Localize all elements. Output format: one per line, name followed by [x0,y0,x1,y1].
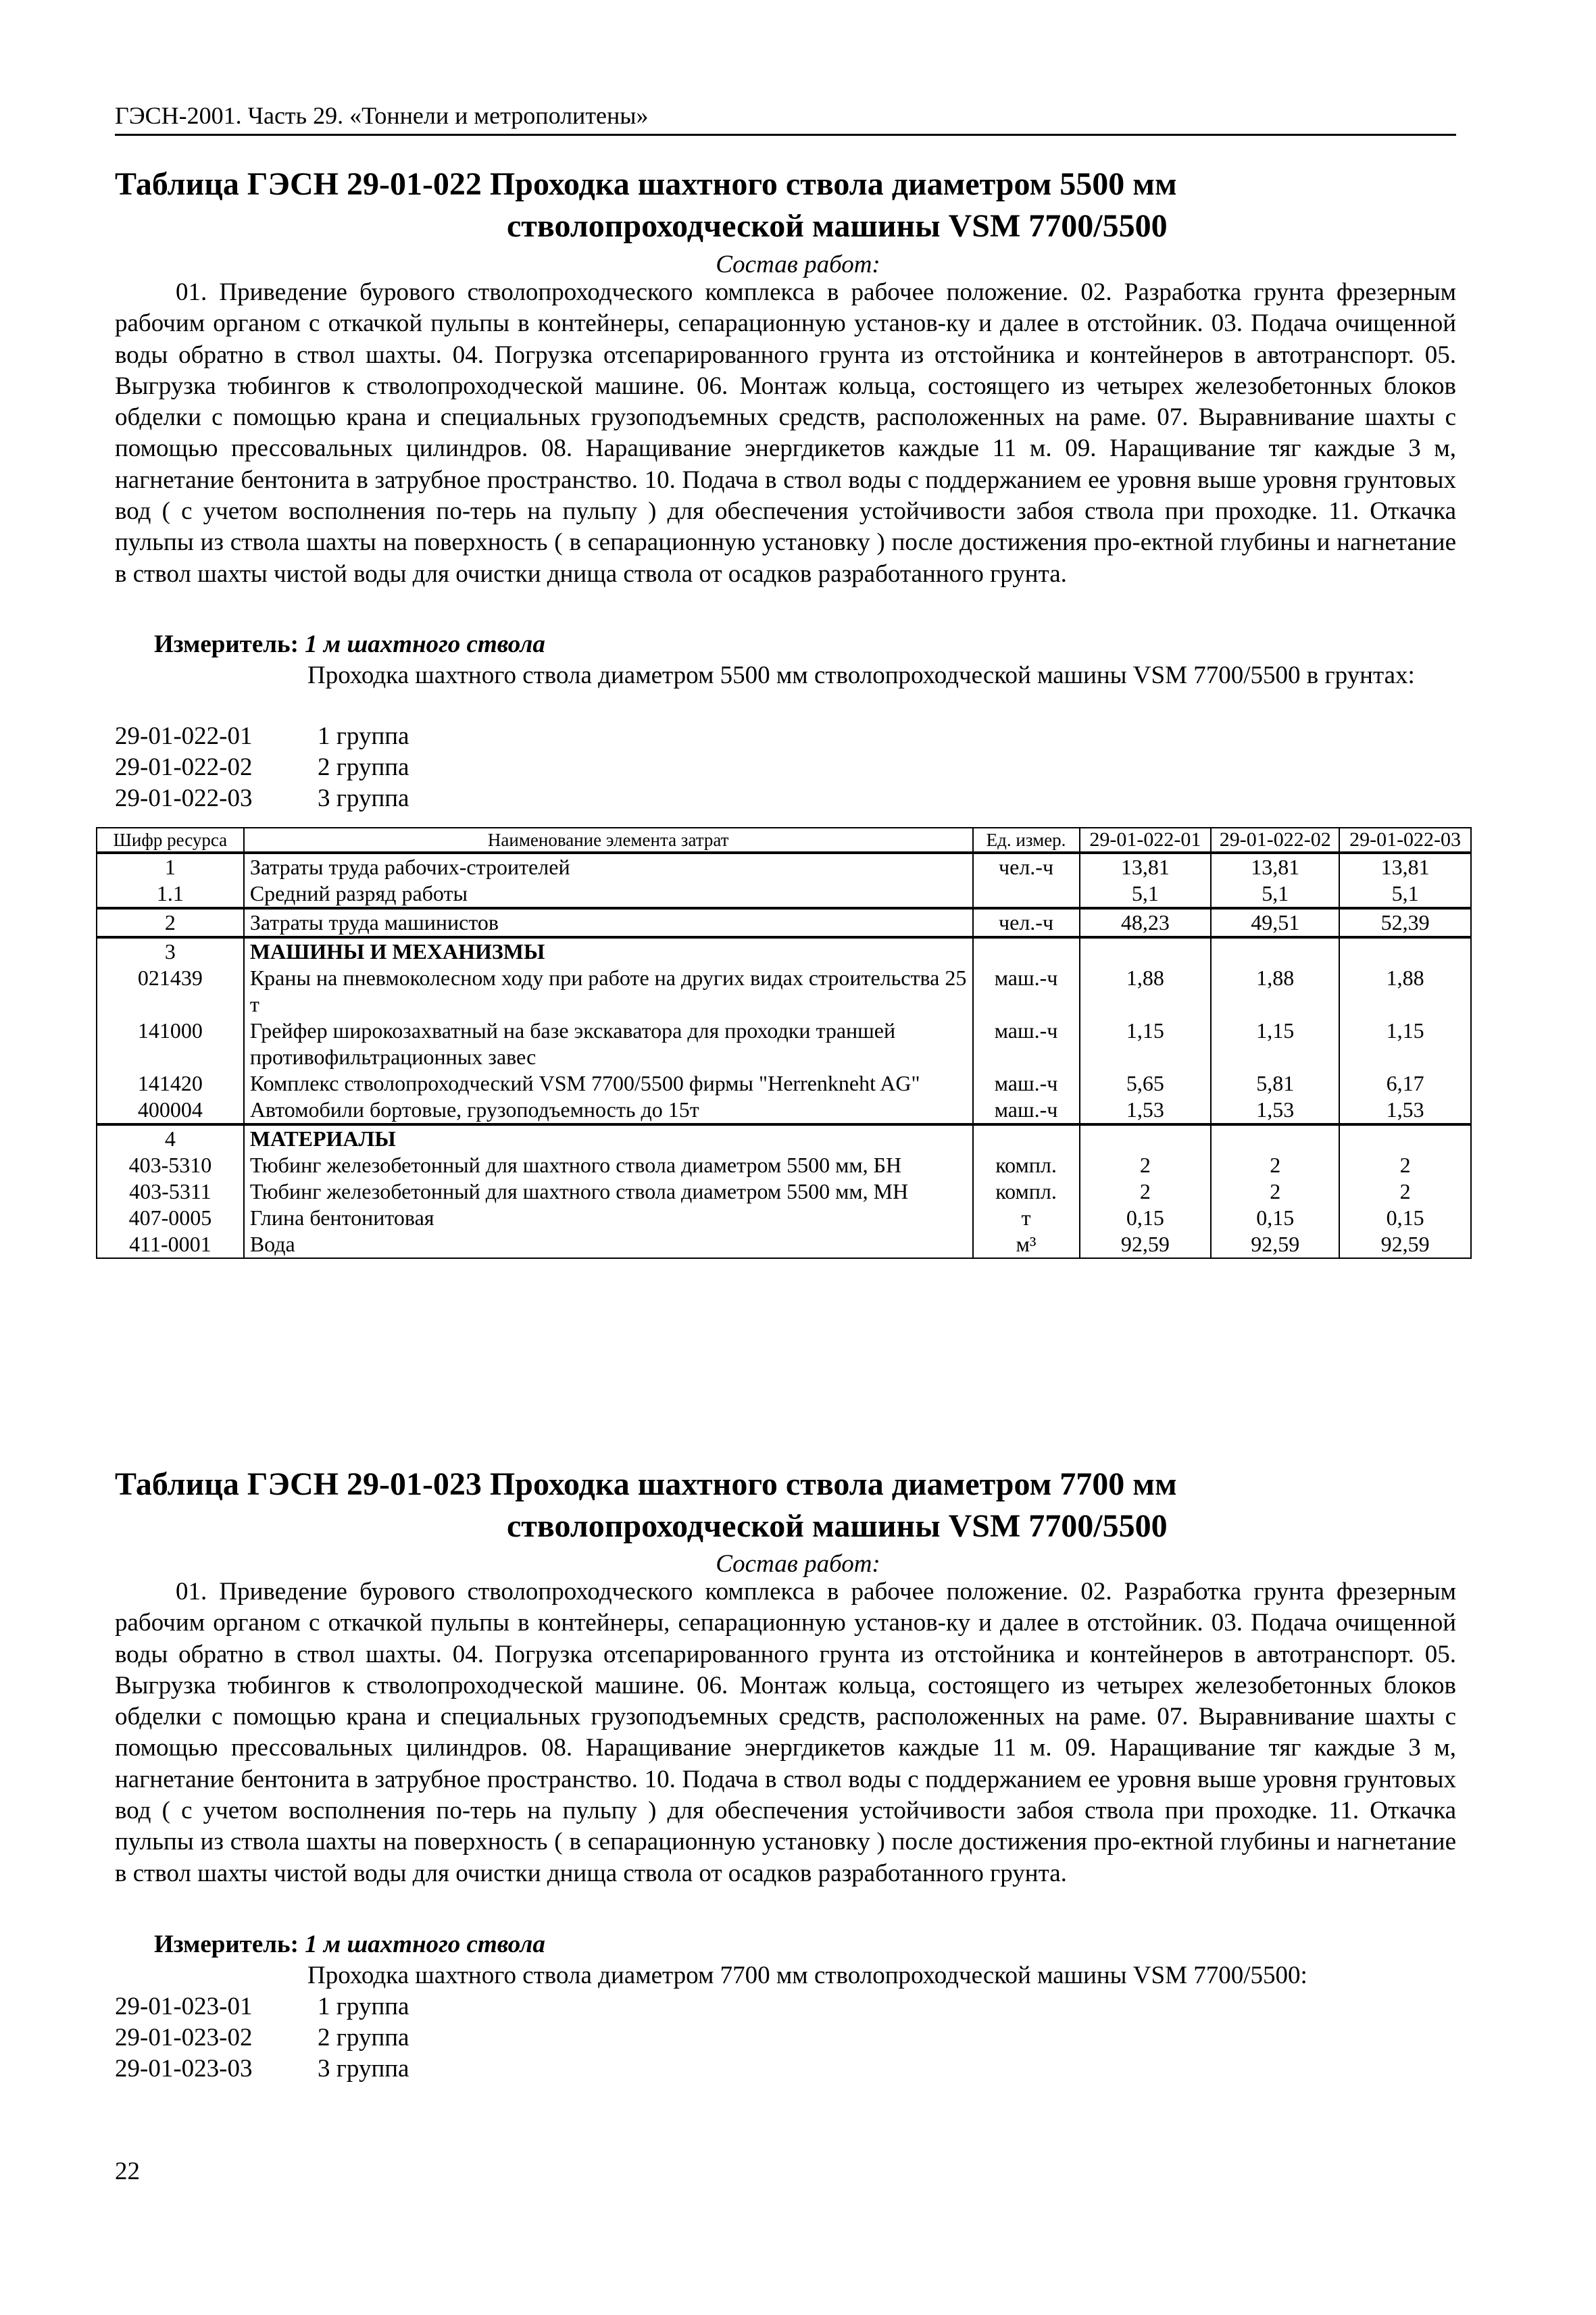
cell-cipher: 021439 [97,965,244,1018]
cell-v2: 0,15 [1211,1205,1339,1231]
table-row [97,880,1471,908]
cell-v3: 0,15 [1339,1205,1471,1231]
cell-unit [973,937,1080,965]
cell-v1 [1080,937,1212,965]
table2-meter-label: Измеритель: [154,1931,299,1958]
cell-cipher: 400004 [97,1097,244,1124]
cell-v2: 1,15 [1211,1018,1339,1070]
cell-v3: 52,39 [1339,908,1471,937]
col-header-cipher: Шифр ресурса [97,828,244,853]
table1-meter [154,630,545,659]
cell-v2: 5,1 [1211,880,1339,908]
table1-meter-value: 1 м шахтного ствола [305,630,545,658]
col-header-v3: 29-01-022-03 [1339,828,1471,853]
soil-group: 3 группа [318,2055,409,2083]
cell-unit: маш.-ч [973,1097,1080,1124]
cell-cipher: 411-0001 [97,1231,244,1258]
col-header-v2: 29-01-022-02 [1211,828,1339,853]
cell-name: Грейфер широкозахватный на базе экскаватора для проходки траншей противофильтрационных завес [244,1018,973,1070]
norm-code: 29-01-023-02 [115,2024,253,2051]
cell-v1: 5,1 [1080,880,1212,908]
norm-code: 29-01-023-01 [115,1993,253,2020]
table1-code-row [115,784,409,813]
table-row [97,1205,1471,1231]
cell-cipher: 141420 [97,1070,244,1097]
cell-v2: 2 [1211,1152,1339,1178]
cell-name: Тюбинг железобетонный для шахтного ствола диаметром 5500 мм, БН [244,1152,973,1178]
cell-v1: 0,15 [1080,1205,1212,1231]
cell-v2: 1,88 [1211,965,1339,1018]
cell-name: Автомобили бортовые, грузоподъемность до 15т [244,1097,973,1124]
cell-v1: 2 [1080,1178,1212,1205]
cell-name: Краны на пневмоколесном ходу при работе на других видах строительства 25 т [244,965,973,1018]
cell-cipher: 3 [97,937,244,965]
cell-v2: 49,51 [1211,908,1339,937]
cell-v2 [1211,937,1339,965]
soil-group: 3 группа [318,785,409,812]
table1-title-line2: стволопроходческой машины VSM 7700/5500 [507,208,1168,244]
cell-unit: т [973,1205,1080,1231]
cell-v3: 5,1 [1339,880,1471,908]
cell-unit [973,1124,1080,1152]
cell-cipher: 4 [97,1124,244,1152]
table-row [97,937,1471,965]
cell-v1: 1,15 [1080,1018,1212,1070]
cell-v1: 48,23 [1080,908,1212,937]
cell-unit: компл. [973,1152,1080,1178]
table2-sostav-label: Состав работ: [716,1550,880,1578]
cell-v2: 92,59 [1211,1231,1339,1258]
cell-v2: 5,81 [1211,1070,1339,1097]
norm-code: 29-01-022-03 [115,785,253,812]
cell-name: Комплекс стволопроходческий VSM 7700/5500 фирмы "Herrenkneht AG" [244,1070,973,1097]
cell-name: Вода [244,1231,973,1258]
cell-unit: маш.-ч [973,965,1080,1018]
cell-v1: 5,65 [1080,1070,1212,1097]
cell-name: Затраты труда машинистов [244,908,973,937]
soil-group: 1 группа [318,722,409,750]
cell-v3: 1,15 [1339,1018,1471,1070]
table2-title-line1: Таблица ГЭСН 29-01-023 Проходка шахтного ствола диаметром 7700 мм [115,1466,1177,1502]
running-header: ГЭСН-2001. Часть 29. «Тоннели и метрополитены» [115,101,1456,136]
table1-description: Проходка шахтного ствола диаметром 5500 мм стволопроходческой машины VSM 7700/5500 в грунтах: [307,662,1415,689]
cell-name: Тюбинг железобетонный для шахтного ствола диаметром 5500 мм, МН [244,1178,973,1205]
table2-meter-value: 1 м шахтного ствола [305,1931,545,1958]
table2-title-line2: стволопроходческой машины VSM 7700/5500 [507,1508,1168,1544]
table-row [97,1152,1471,1178]
table1-title-line1: Таблица ГЭСН 29-01-022 Проходка шахтного ствола диаметром 5500 мм [115,166,1177,202]
resource-table [96,827,1472,1259]
table2-sostav-text: 01. Приведение бурового стволопроходческого комплекса в рабочее положение. 02. Разработка грунта фрезерным рабочим органом с откачкой пульпы в контейнеры, сепарационную установ-ку и далее в отстойник. 03. Подача очищенной воды обратно в ствол шахты. 04. Погрузка отсепарированного грунта из отстойника и контейнеров в автотранспорт. 05. Выгрузка тюбингов к стволопроходческой машине. 06. Монтаж кольца, состоящего из четырех железобетонных блоков обделки с помощью крана и специальных грузоподъемных средств, расположенных на раме. 07. Выравнивание шахты с помощью прессовальных цилиндров. 08. Наращивание энергдикетов каждые 11 м. 09. Наращивание тяг каждые 3 м, нагнетание бентонита в затрубное пространство. 10. Подача в ствол воды с поддержанием ее уровня выше уровня грунтовых вод ( с учетом восполнения по-терь на пульпу ) для обеспечения устойчивости забоя ствола при проходке. 11. Откачка пульпы из ствола шахты на поверхность ( в сепарационную установку ) после достижения про-ектной глубины и нагнетание в ствол шахты чистой воды для очистки днища ствола от осадков разработанного грунта. [115,1578,1456,1887]
cell-unit: компл. [973,1178,1080,1205]
cell-cipher: 141000 [97,1018,244,1070]
cell-cipher: 2 [97,908,244,937]
norm-code: 29-01-022-01 [115,722,253,750]
cell-v3 [1339,1124,1471,1152]
table1-title [115,164,1466,247]
table1-code-row [115,722,409,751]
table2-title [115,1464,1466,1547]
table-row [97,1124,1471,1152]
table2-meter [154,1930,545,1959]
cell-v3: 13,81 [1339,853,1471,880]
cell-v3: 6,17 [1339,1070,1471,1097]
cell-name: Глина бентонитовая [244,1205,973,1231]
norm-code: 29-01-023-03 [115,2055,253,2083]
cell-name: Затраты труда рабочих-строителей [244,853,973,880]
cell-v3: 2 [1339,1152,1471,1178]
cell-cipher: 403-5311 [97,1178,244,1205]
cell-v1 [1080,1124,1212,1152]
cell-v3: 92,59 [1339,1231,1471,1258]
cell-v2: 1,53 [1211,1097,1339,1124]
cell-unit: м³ [973,1231,1080,1258]
cell-cipher: 403-5310 [97,1152,244,1178]
cell-name: Средний разряд работы [244,880,973,908]
table-row [97,965,1471,1018]
cell-cipher: 1.1 [97,880,244,908]
cell-v3: 1,53 [1339,1097,1471,1124]
cell-v1: 2 [1080,1152,1212,1178]
cell-name: МАТЕРИАЛЫ [244,1124,973,1152]
cell-unit: маш.-ч [973,1070,1080,1097]
soil-group: 1 группа [318,1993,409,2020]
table2-code-row [115,2023,409,2052]
table1-code-row [115,753,409,782]
page-number: 22 [115,2158,140,2185]
cell-v1: 13,81 [1080,853,1212,880]
table2-code-row [115,2054,409,2083]
cell-unit: маш.-ч [973,1018,1080,1070]
table-row [97,908,1471,937]
norm-code: 29-01-022-02 [115,753,253,781]
table1-sostav-label: Состав работ: [716,251,880,278]
cell-v1: 1,88 [1080,965,1212,1018]
table-row [97,1097,1471,1124]
cell-v2 [1211,1124,1339,1152]
cell-v1: 1,53 [1080,1097,1212,1124]
cell-unit [973,880,1080,908]
table-row [97,853,1471,880]
cell-cipher: 407-0005 [97,1205,244,1231]
col-header-v1: 29-01-022-01 [1080,828,1212,853]
table-row [97,1231,1471,1258]
cell-v2: 13,81 [1211,853,1339,880]
table-row [97,1070,1471,1097]
col-header-name: Наименование элемента затрат [244,828,973,853]
table1-meter-label: Измеритель: [154,630,299,658]
cell-v3: 2 [1339,1178,1471,1205]
cell-v1: 92,59 [1080,1231,1212,1258]
table-row [97,1018,1471,1070]
cell-unit: чел.-ч [973,908,1080,937]
cell-v2: 2 [1211,1178,1339,1205]
cell-v3 [1339,937,1471,965]
table2-description: Проходка шахтного ствола диаметром 7700 мм стволопроходческой машины VSM 7700/5500: [307,1962,1307,1989]
soil-group: 2 группа [318,753,409,781]
table2-code-row [115,1992,409,2021]
table-row [97,1178,1471,1205]
cell-name: МАШИНЫ И МЕХАНИЗМЫ [244,937,973,965]
soil-group: 2 группа [318,2024,409,2051]
cell-cipher: 1 [97,853,244,880]
col-header-unit: Ед. измер. [973,828,1080,853]
table1-sostav-text: 01. Приведение бурового стволопроходческого комплекса в рабочее положение. 02. Разработка грунта фрезерным рабочим органом с откачкой пульпы в контейнеры, сепарационную установ-ку и далее в отстойник. 03. Подача очищенной воды обратно в ствол шахты. 04. Погрузка отсепарированного грунта из отстойника и контейнеров в автотранспорт. 05. Выгрузка тюбингов к стволопроходческой машине. 06. Монтаж кольца, состоящего из четырех железобетонных блоков обделки с помощью крана и специальных грузоподъемных средств, расположенных на раме. 07. Выравнивание шахты с помощью прессовальных цилиндров. 08. Наращивание энергдикетов каждые 11 м. 09. Наращивание тяг каждые 3 м, нагнетание бентонита в затрубное пространство. 10. Подача в ствол воды с поддержанием ее уровня выше уровня грунтовых вод ( с учетом восполнения по-терь на пульпу ) для обеспечения устойчивости забоя ствола при проходке. 11. Откачка пульпы из ствола шахты на поверхность ( в сепарационную установку ) после достижения про-ектной глубины и нагнетание в ствол шахты чистой воды для очистки днища ствола от осадков разработанного грунта. [115,278,1456,588]
table-header-row [97,828,1471,853]
cell-v3: 1,88 [1339,965,1471,1018]
cell-unit: чел.-ч [973,853,1080,880]
